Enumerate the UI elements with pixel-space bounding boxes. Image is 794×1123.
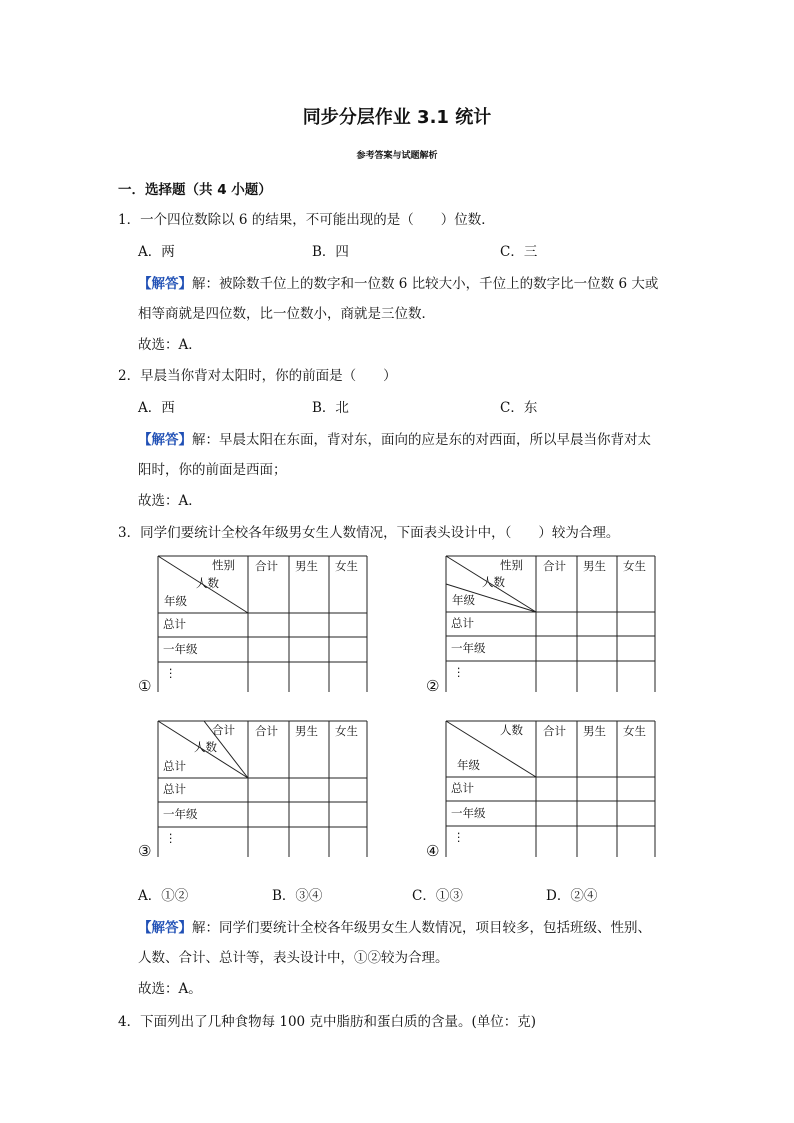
- q3-answer-text1: 解：同学们要统计全校各年级男女生人数情况，项目较多，包括班级、性别、: [192, 920, 651, 936]
- table2-number: ②: [426, 677, 440, 695]
- q1-stem: 1．一个四位数除以 6 的结果，不可能出现的是（ ）位数．: [118, 212, 495, 228]
- q3-option-a: A．①②: [138, 888, 189, 904]
- q2-answer-text1: 解：早晨太阳在东面，背对东，面向的应是东的对西面，所以早晨当你背对太: [192, 432, 651, 448]
- table4-row-total: 总计: [451, 781, 474, 795]
- page-subtitle: 参考答案与试题解析: [356, 151, 438, 161]
- table3-number: ③: [138, 842, 152, 860]
- table2-col-total: 合计: [543, 559, 566, 573]
- table2-row-dots: ⋮: [453, 665, 465, 679]
- table2-row-total: 总计: [451, 616, 474, 630]
- table-figure-2: [426, 555, 666, 695]
- table4-header-top: 人数: [500, 723, 523, 737]
- q2-option-a: A．西: [138, 400, 175, 416]
- q3-option-d: D．②④: [546, 888, 598, 904]
- table4-col-girls: 女生: [623, 724, 646, 738]
- table4-number: ④: [426, 842, 440, 860]
- table1-row-grade1: 一年级: [163, 642, 198, 656]
- table4-col-total: 合计: [543, 724, 566, 738]
- q3-option-b: B．③④: [272, 888, 323, 904]
- table2-header-bottom: 年级: [452, 593, 475, 607]
- table2-header-mid: 人数: [482, 575, 505, 589]
- page-title: 同步分层作业 3.1 统计: [302, 107, 492, 128]
- q2-choice: 故选：A．: [138, 493, 202, 509]
- table3-col-total: 合计: [255, 724, 278, 738]
- q2-stem: 2．早晨当你背对太阳时，你的前面是（ ）: [118, 368, 397, 384]
- q1-option-b: B．四: [312, 244, 349, 260]
- table1-col-total: 合计: [255, 559, 278, 573]
- table3-col-boys: 男生: [295, 724, 318, 738]
- table-figure-3: [138, 720, 378, 860]
- q1-answer-text1: 解：被除数千位上的数字和一位数 6 比较大小，千位上的数字比一位数 6 大或: [192, 276, 659, 292]
- table2-col-boys: 男生: [583, 559, 606, 573]
- q1-answer-line2: 相等商就是四位数，比一位数小，商就是三位数．: [138, 306, 435, 322]
- table1-header-bottom: 年级: [164, 594, 187, 608]
- table1-row-total: 总计: [163, 617, 186, 631]
- table4-col-boys: 男生: [583, 724, 606, 738]
- table4-row-dots: ⋮: [453, 830, 465, 844]
- table-figure-1: [138, 555, 378, 695]
- q3-answer-line2: 人数、合计、总计等，表头设计中，①②较为合理。: [138, 950, 449, 966]
- table3-row-grade1: 一年级: [163, 807, 198, 821]
- q1-option-a: A．两: [138, 244, 175, 260]
- table-figure-4: [426, 720, 666, 860]
- table1-row-dots: ⋮: [165, 666, 177, 680]
- q1-answer-label: 【解答】: [138, 276, 192, 292]
- q2-answer-label: 【解答】: [138, 432, 192, 448]
- q4-stem: 4．下面列出了几种食物每 100 克中脂肪和蛋白质的含量。(单位：克): [118, 1014, 536, 1030]
- table1-header-top: 性别: [212, 558, 235, 572]
- q3-option-c: C．①③: [412, 888, 463, 904]
- q2-option-b: B．北: [312, 400, 349, 416]
- table3-row-total: 总计: [163, 782, 186, 796]
- q1-option-c: C．三: [500, 244, 538, 260]
- table3-header-top: 合计: [212, 723, 235, 737]
- table2-row-grade1: 一年级: [451, 641, 486, 655]
- table3-row-dots: ⋮: [165, 831, 177, 845]
- q2-answer-line1: [138, 428, 651, 448]
- q3-answer-label: 【解答】: [138, 920, 192, 936]
- q2-answer-line2: 阳时，你的前面是西面；: [138, 462, 287, 478]
- table3-col-girls: 女生: [335, 724, 358, 738]
- table3-header-bottom: 总计: [163, 759, 186, 773]
- table1-header-mid: 人数: [196, 576, 219, 590]
- table4-header-bottom: 年级: [457, 758, 480, 772]
- table4-row-grade1: 一年级: [451, 806, 486, 820]
- q3-stem: 3．同学们要统计全校各年级男女生人数情况，下面表头设计中，（ ）较为合理。: [118, 525, 620, 541]
- q1-answer-line1: [138, 272, 658, 292]
- table1-number: ①: [138, 677, 152, 695]
- q3-answer-line1: [138, 916, 651, 936]
- q2-option-c: C．东: [500, 400, 538, 416]
- table2-header-top: 性别: [500, 558, 523, 572]
- q3-choice: 故选：A。: [138, 981, 202, 997]
- section-heading: 一．选择题（共 4 小题）: [118, 182, 272, 198]
- q1-choice: 故选：A．: [138, 337, 202, 353]
- table1-col-boys: 男生: [295, 559, 318, 573]
- table3-header-mid: 人数: [194, 740, 217, 754]
- table2-col-girls: 女生: [623, 559, 646, 573]
- table1-col-girls: 女生: [335, 559, 358, 573]
